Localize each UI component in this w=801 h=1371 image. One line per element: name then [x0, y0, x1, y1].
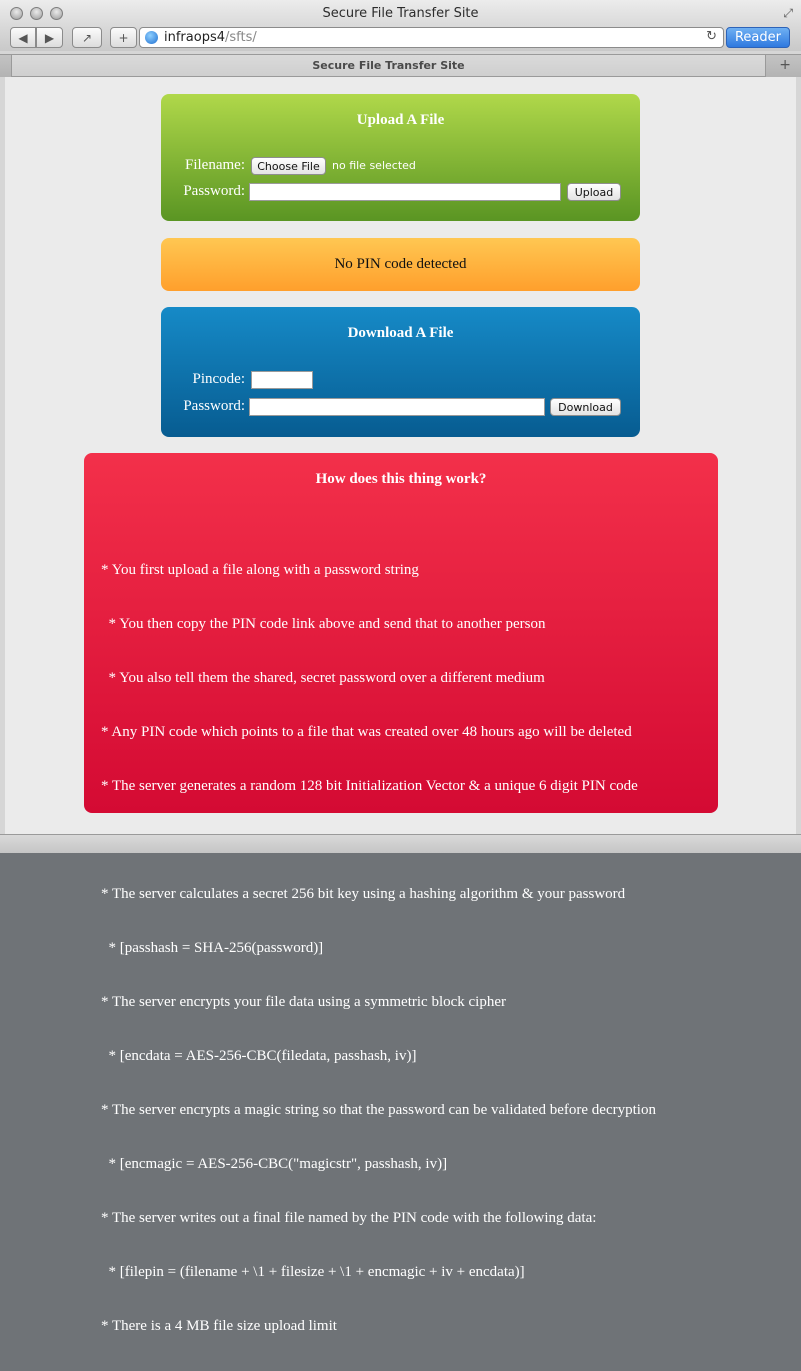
upload-panel	[161, 94, 640, 221]
forward-button[interactable]	[36, 27, 63, 48]
forward-arrow-icon: ▶	[44, 30, 55, 45]
share-button[interactable]	[72, 27, 102, 48]
tab-active[interactable]: Secure File Transfer Site	[11, 55, 766, 77]
info-title: How does this thing work?	[315, 471, 487, 487]
pincode-label: Pincode:	[192, 371, 245, 387]
info-line: * You then copy the PIN code link above and send that to another person	[101, 616, 546, 632]
info-panel	[84, 453, 718, 1334]
info-line: * The server encrypts your file data using a symmetric block cipher	[101, 994, 507, 1010]
info-line: * The server calculates a secret 256 bit key using a hashing algorithm & your password	[101, 886, 626, 902]
choose-file-button[interactable]: Choose File	[251, 157, 326, 175]
back-arrow-icon: ◀	[18, 30, 28, 45]
reader-button[interactable]: Reader	[726, 27, 790, 48]
back-button[interactable]	[10, 27, 36, 48]
tab-bar	[0, 54, 801, 77]
download-password-input[interactable]	[249, 398, 545, 416]
title-bar	[0, 0, 801, 27]
download-password-label: Password:	[183, 398, 245, 414]
info-line: * [encdata = AES-256-CBC(filedata, passhash, iv)]	[101, 1048, 417, 1064]
filename-label: Filename:	[185, 157, 245, 173]
download-title: Download A File	[347, 325, 454, 341]
info-list	[101, 525, 711, 1371]
url-host: infraops4	[164, 30, 225, 45]
fullscreen-icon[interactable]: ⤢	[783, 6, 793, 20]
reload-icon[interactable]: ↻	[706, 29, 717, 44]
status-message: No PIN code detected	[334, 256, 467, 272]
info-line: * Any PIN code which points to a file that was created over 48 hours ago will be deleted	[101, 724, 632, 740]
url-text	[164, 30, 257, 45]
plus-icon: +	[118, 30, 129, 45]
info-line: * The server generates a random 128 bit Initialization Vector & a unique 6 digit PIN code	[101, 778, 638, 794]
status-panel	[161, 238, 640, 291]
info-line: * [filepin = (filename + \1 + filesize + \1 + encmagic + iv + encdata)]	[101, 1264, 525, 1280]
address-bar[interactable]	[139, 27, 724, 48]
download-button[interactable]: Download	[550, 398, 621, 416]
upload-title: Upload A File	[356, 112, 445, 128]
no-file-text: no file selected	[332, 159, 416, 172]
add-bookmark-button[interactable]	[110, 27, 137, 48]
info-line: * [encmagic = AES-256-CBC("magicstr", passhash, iv)]	[101, 1156, 448, 1172]
info-line: * [passhash = SHA-256(password)]	[101, 940, 324, 956]
status-bar	[0, 834, 801, 853]
pincode-input[interactable]	[251, 371, 313, 389]
upload-password-input[interactable]	[249, 183, 561, 201]
info-line: * You also tell them the shared, secret password over a different medium	[101, 670, 545, 686]
page-content	[5, 77, 796, 1334]
window-title: Secure File Transfer Site	[322, 6, 479, 21]
info-line: * You first upload a file along with a password string	[101, 562, 419, 578]
upload-button[interactable]: Upload	[567, 183, 621, 201]
new-tab-icon[interactable]: +	[779, 57, 791, 73]
url-path: /sfts/	[225, 30, 257, 45]
globe-icon	[145, 31, 158, 44]
browser-toolbar	[0, 27, 801, 51]
info-line: * The server encrypts a magic string so that the password can be validated before decryption	[101, 1102, 656, 1118]
info-line: * The server writes out a final file named by the PIN code with the following data:	[101, 1210, 597, 1226]
share-icon: ↗	[81, 30, 93, 45]
download-panel	[161, 307, 640, 437]
upload-password-label: Password:	[183, 183, 245, 199]
info-line: * There is a 4 MB file size upload limit	[101, 1318, 337, 1334]
